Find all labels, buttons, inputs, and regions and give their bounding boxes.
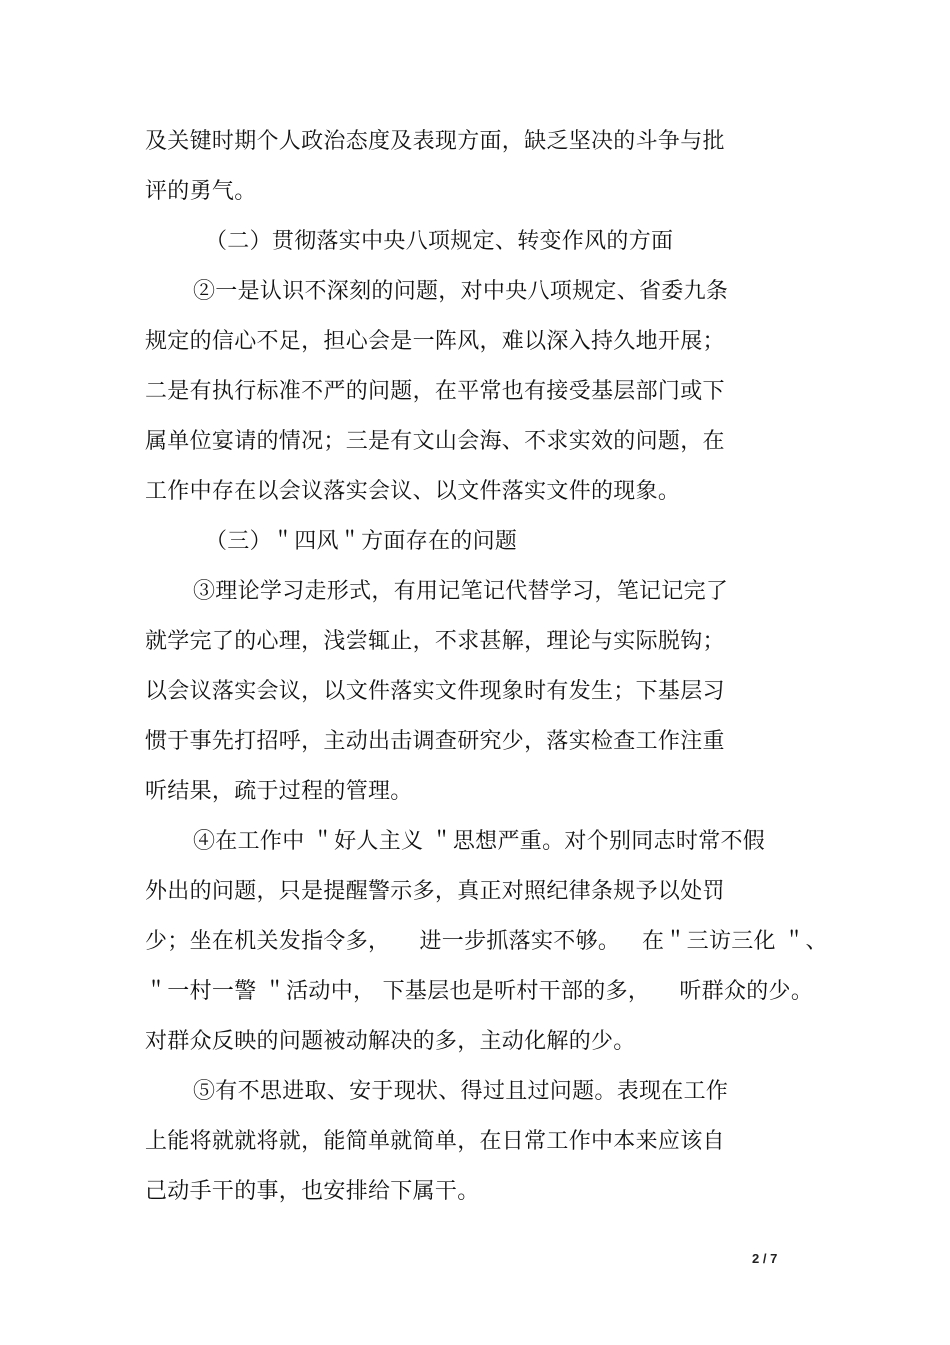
text-line: 听结果，疏于过程的管理。 bbox=[145, 779, 413, 804]
text-line: 惯于事先打招呼，主动出击调查研究少，落实检查工作注重 bbox=[145, 729, 725, 754]
text-line: 己动手干的事，也安排给下属干。 bbox=[145, 1179, 480, 1204]
section-heading: （二）贯彻落实中央八项规定、转变作风的方面 bbox=[205, 229, 674, 254]
text-line: ＂一村一警 ＂活动中， 下基层也是听村干部的多， 听群众的少。 bbox=[145, 979, 814, 1004]
text-line: 二是有执行标准不严的问题，在平常也有接受基层部门或下 bbox=[145, 379, 725, 404]
page-number: 2 / 7 bbox=[752, 1251, 778, 1266]
text-line: 规定的信心不足，担心会是一阵风，难以深入持久地开展； bbox=[145, 329, 725, 354]
text-line: ④在工作中 ＂好人主义 ＂思想严重。对个别同志时常不假 bbox=[193, 829, 766, 854]
text-line: 就学完了的心理，浅尝辄止，不求甚解，理论与实际脱钩； bbox=[145, 629, 725, 654]
text-line: ⑤有不思进取、安于现状、得过且过问题。表现在工作 bbox=[193, 1079, 729, 1104]
text-line: 评的勇气。 bbox=[145, 179, 257, 204]
text-line: 对群众反映的问题被动解决的多，主动化解的少。 bbox=[145, 1029, 636, 1054]
text-line: ②一是认识不深刻的问题，对中央八项规定、省委九条 bbox=[193, 279, 729, 304]
text-line: 及关键时期个人政治态度及表现方面，缺乏坚决的斗争与批 bbox=[145, 129, 725, 154]
text-line: ③理论学习走形式，有用记笔记代替学习，笔记记完了 bbox=[193, 579, 729, 604]
section-heading: （三）＂四风＂方面存在的问题 bbox=[205, 529, 518, 554]
text-line: 工作中存在以会议落实会议、以文件落实文件的现象。 bbox=[145, 479, 681, 504]
text-line: 外出的问题，只是提醒警示多，真正对照纪律条规予以处罚 bbox=[145, 879, 725, 904]
text-line: 以会议落实会议，以文件落实文件现象时有发生；下基层习 bbox=[145, 679, 725, 704]
text-line: 少；坐在机关发指令多， 进一步抓落实不够。 在＂三访三化 ＂、 bbox=[145, 929, 828, 954]
text-line: 属单位宴请的情况；三是有文山会海、不求实效的问题，在 bbox=[145, 429, 725, 454]
text-line: 上能将就就将就，能简单就简单，在日常工作中本来应该自 bbox=[145, 1129, 725, 1154]
